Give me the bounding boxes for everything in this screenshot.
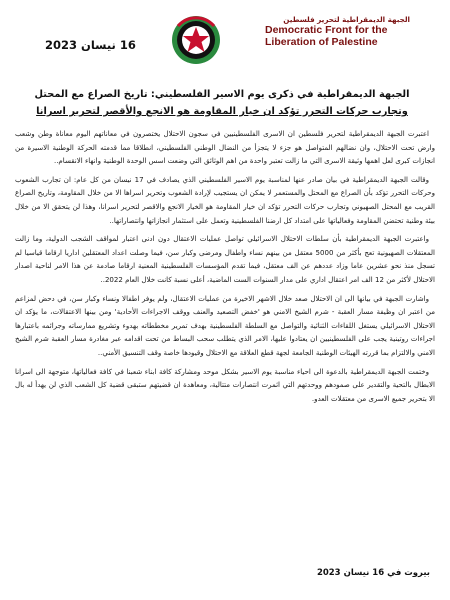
dflp-emblem-icon [170,14,222,66]
title-line-2: وتجارب حركات التحرر تؤكد ان خيار المقاومة هو الانجع والأقصر لتحرير اسرانا [36,106,408,117]
paragraph: اعتبرت الجبهة الديمقراطية لتحرير فلسطين ان الاسرى الفلسطينيين في سجون الاحتلال يختصرون في معاناتهم اليوم معاناة وطن وشعب وارض تحت الاحتلال، وان نضالهم المتواصل هو جزء لا يتجزأ من النضال الوطني الفلسطيني، انطلاقا مما قدمته الحركة الوطنية الاسيرة من انجازات كبرى لعل اهمها وثيقة الاسرى التي ما زالت تعتبر واحدة من اهم الوثائق التي وضعت اسس الوحدة الوطنية وانهاء الانقسام.. [15,129,435,166]
letterhead [0,0,450,80]
header-date: 16 نيسان 2023 [45,38,136,52]
paragraph: واشارت الجبهة في بيانها الى ان الاحتلال صعد خلال الاشهر الاخيرة من عمليات الاعتقال، ولم يوفر اطفالا ونساء وكبار سن، في دحض لمزاعم من اعتبر ان وظيفة مسار العقبة - شرم الشيخ الامني هو 'خفض التصعيد والعنف ووقف الاجراءات الأحادية' ومن بينها الاعتقالات، ما يؤكد ان الاحتلال الاسرائيلي يستغل اللقاءات الثنائية والتواصل مع السلطة الفلسطينية بهدف تمرير مخططاته بهدوء وتشريع ممارساته وجرائمه باعتبارها اجراءات روتينية يجب على الفلسطينيين ان يعتادوا عليها، الامر الذي يتطلب سحب البساط من تحت اقدامه عبر مغادرة مسار العقبة شرم الشيخ الامني والالتزام بما قررته الهيئات الوطنية الجامعة لجهة قطع العلاقة مع الاحتلال وقيودها خاصة وقف التنسيق الأمني.. [15,293,435,357]
paragraph: وقالت الجبهة الديمقراطية في بيان صادر عنها لمناسبة يوم الاسير الفلسطيني الذي يصادف في 17 نيسان من كل عام: ان تجارب الشعوب وحركات التحرر تؤكد بأن الصراع مع المحتل والمستعمر لا يمكن ان يستجيب لإرادة الشعوب وتحرير اسراها الا من خلال المقاومة، وتاريخ الصراع القريب مع المحتل الصهيوني وتجارب حركات التحرر تؤكد ان خيار المقاومة هو الخيار الانجع والاقصر لتحرير اسرانا، وهذا لن يتحقق الا من خلال بيئة وطنية تحتضن المقاومة وفعالياتها على امتداد كل ارضنا الفلسطينية وتعمل على استثمار انجازاتها وانتصاراتها.. [15,174,435,225]
statement-body [15,127,435,410]
statement-title [12,86,432,120]
paragraph: وختمت الجبهة الديمقراطية بالدعوة الى احياء مناسبة يوم الاسير بشكل موحد ومشاركة كافة ابناء شعبنا في كافة فعالياتها، متوجهة الى اسرانا الابطال بالتحية والتقدير على صمودهم ووحدتهم التي اثمرت انتصارات متتالية، ومعاهدة ان قضيتهم ستبقى قضية كل الشعب الذي لن يهدأ له بال الا بتحرير جميع الاسرى من معتقلات العدو. [15,366,435,403]
organization-block [225,15,440,48]
paragraph: واعتبرت الجبهة الديمقراطية بأن سلطات الاحتلال الاسرائيلي تواصل عمليات الاعتقال دون ادنى اعتبار لمواقف الشجب الدولية، وما زالت المعتقلات الصهيونية تعج بأكثر من 5000 معتقل من بينهم نساء واطفال ومرضى وكبار سن، فيما وصلت اعداد المعتقلين اداريا ارقاما قياسيا لم تسجل منذ نحو عشرين عاما وزاد عددهم عن الف معتقل، فيما تقدم المؤسسات الفلسطينية المعنية ارقاما صادمة عن هذا الامر لناحية اصدار الاحتلال لأكثر من 12 الف امر اعتقال اداري على مدار السنوات الست الماضية، أعلى نسبة كانت خلال العام 2022.. [15,234,436,284]
org-name-english-line1: Democratic Front for the [265,24,388,36]
org-name-arabic: الجبهة الديمقراطية لتحرير فلسطين [283,15,410,24]
signature-line: بيروت في 16 نيسان 2023 [316,568,430,578]
title-line-1: الجبهة الديمقراطية في ذكرى يوم الاسير الفلسطيني: تاريخ الصراع مع المحتل [34,89,410,100]
org-name-english-line2: Liberation of Palestine [265,36,378,48]
